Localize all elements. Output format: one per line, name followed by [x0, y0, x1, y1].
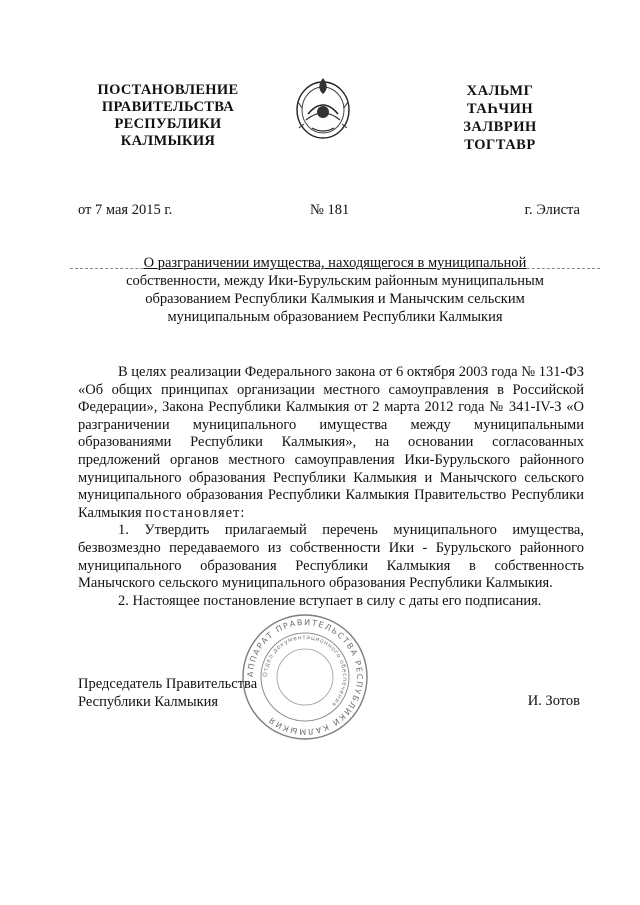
header-right-line: ХАЛЬМГ [466, 83, 534, 99]
header-right-line: ЗАЛВРИН [463, 119, 537, 135]
header-right-title [425, 82, 575, 154]
item-paragraph: 2. Настоящее постановление вступает в силу с даты его подписания. [118, 592, 542, 609]
header-right-line: ТОГТАВР [464, 137, 536, 153]
signer-title-line: Председатель Правительства [78, 676, 258, 692]
coat-of-arms-emblem [294, 72, 352, 140]
item-paragraph: 1. Утвердить прилагаемый перечень муниципального имущества, безвозмездно передаваемого из собственности Ики - Бурульского районного муниципального образования Республики Калмыкия в собственность Манычского сельского муниципального образования Республики Калмыкия. [78, 522, 584, 592]
document-date: от 7 мая 2015 г. [78, 202, 173, 218]
signer-title [78, 675, 257, 711]
document-city: г. Элиста [524, 202, 580, 218]
subject-line: муниципальным образованием Республики Калмыкия [167, 309, 503, 325]
header-left-line: ПРАВИТЕЛЬСТВА [101, 99, 235, 115]
resolves-word: постановляет: [145, 504, 246, 521]
subject-line: образованием Республики Калмыкия и Манычским сельским [145, 291, 525, 307]
header-left-line: РЕСПУБЛИКИ [114, 116, 222, 132]
header-right-line: ТАҺЧИН [466, 101, 534, 117]
header-left-line: ПОСТАНОВЛЕНИЕ [97, 82, 239, 98]
stamp-outer-text: АППАРАТ ПРАВИТЕЛЬСТВА РЕСПУБЛИКИ КАЛМЫКИЯ [245, 617, 365, 737]
stamp-inner-text: Отдел документационного обеспечения [261, 633, 349, 708]
subject-line: собственности, между Ики-Бурульским районным муниципальным [126, 273, 544, 289]
document-number: № 181 [310, 202, 350, 218]
header-left-title [78, 82, 258, 150]
preamble-paragraph [78, 364, 584, 522]
document-subject [70, 254, 600, 326]
signer-title-line: Республики Калмыкия [78, 694, 219, 710]
official-stamp [240, 612, 370, 742]
preamble-text: В целях реализации Федерального закона от 6 октября 2003 года № 131-ФЗ «Об общих принципах организации местного самоуправления в Российской Федерации», Закона Республики Калмыкия от 2 марта 2012 года № 341-IV-З «О разграничении муниципального имущества между муниципальными образованиями Республики Калмыкия», на основании согласованных предложений органов местного самоуправления Ики-Бурульского районного муниципального образования Республики Калмыкия и Манычского сельского муниципального образования Республики Калмыкия Правительство Республики Калмыкия [78, 364, 584, 521]
signer-name: И. Зотов [527, 693, 580, 709]
header-left-line: КАЛМЫКИЯ [120, 133, 216, 149]
document-body [78, 364, 584, 610]
subject-line: О разграничении имущества, находящегося в муниципальной [143, 255, 527, 271]
